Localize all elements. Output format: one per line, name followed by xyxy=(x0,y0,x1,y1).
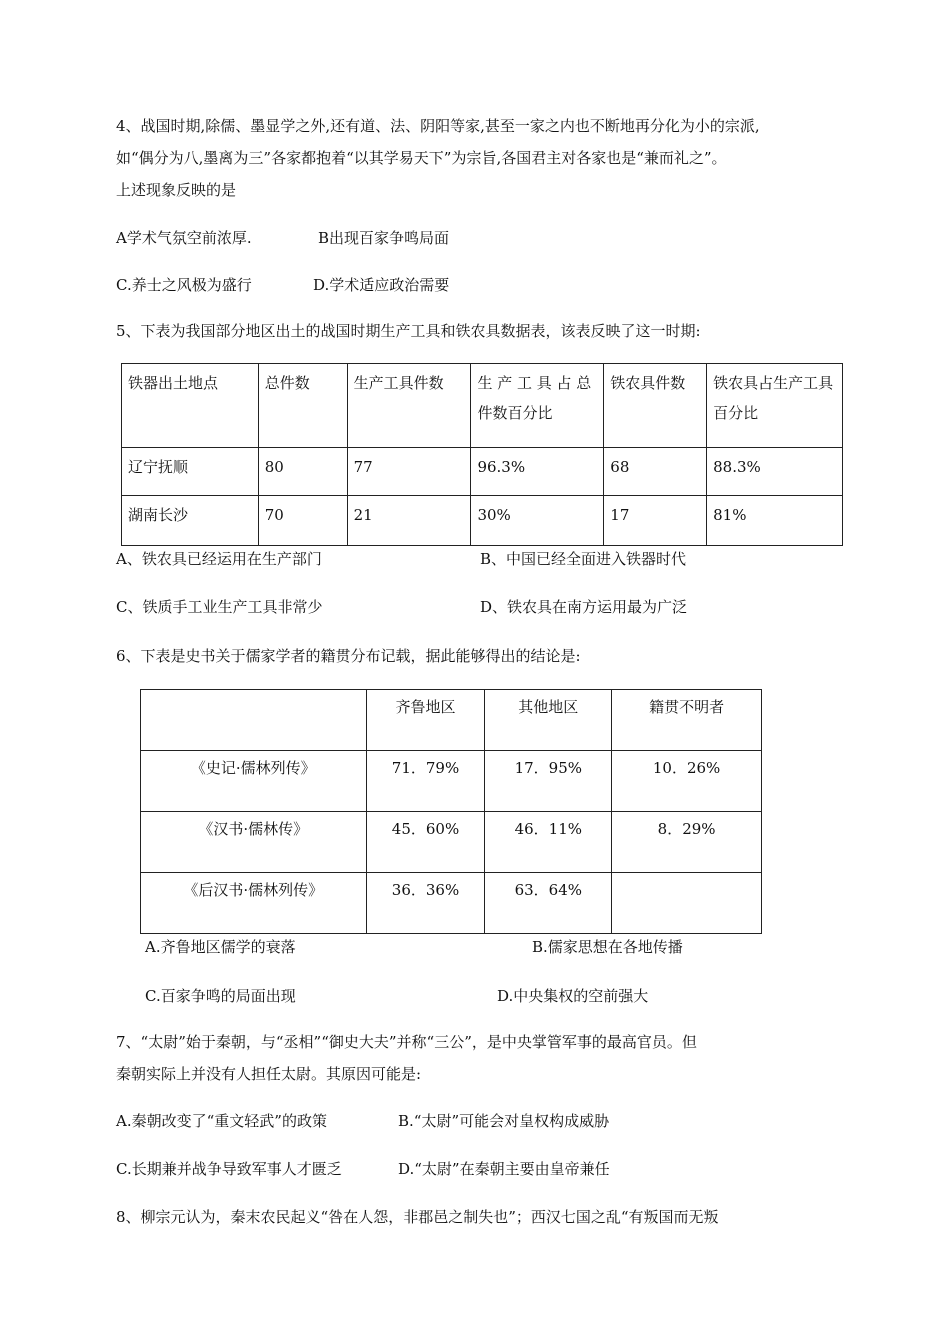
table-header-row xyxy=(141,690,762,751)
table-header-cell: 铁农具件数 xyxy=(604,364,707,448)
table-row xyxy=(141,873,762,934)
q7-option-d: D.“太尉”在秦朝主要由皇帝兼任 xyxy=(398,1160,610,1178)
q5-option-c: C、铁质手工业生产工具非常少 xyxy=(116,598,323,616)
table-cell: 17．95% xyxy=(485,751,612,812)
table-cell xyxy=(612,873,762,934)
q4-option-c: C.养士之风极为盛行 xyxy=(116,276,252,294)
q4-line3: 上述现象反映的是 xyxy=(116,181,237,199)
table-cell: 《史记·儒林列传》 xyxy=(141,751,367,812)
q5-stem: 5、下表为我国部分地区出土的战国时期生产工具和铁农具数据表，该表反映了这一时期: xyxy=(116,322,701,340)
q6-stem: 6、下表是史书关于儒家学者的籍贯分布记载，据此能够得出的结论是: xyxy=(116,647,581,665)
table-header-cell: 齐鲁地区 xyxy=(366,690,485,751)
q4-option-b: B出现百家争鸣局面 xyxy=(318,229,450,247)
table-cell: 68 xyxy=(604,448,707,496)
table-header-row xyxy=(122,364,843,448)
confucian-scholars-table xyxy=(140,689,762,934)
q4-option-a: A学术气氛空前浓厚. xyxy=(116,229,252,247)
table-cell: 辽宁抚顺 xyxy=(122,448,259,496)
table-cell: 45．60% xyxy=(366,812,485,873)
table-header-cell: 铁器出土地点 xyxy=(122,364,259,448)
table-cell: 湖南长沙 xyxy=(122,496,259,546)
q5-option-b: B、中国已经全面进入铁器时代 xyxy=(480,550,687,568)
table-cell: 《后汉书·儒林列传》 xyxy=(141,873,367,934)
table-cell: 17 xyxy=(604,496,707,546)
table-row xyxy=(141,812,762,873)
table-cell: 77 xyxy=(347,448,471,496)
iron-tools-table xyxy=(121,363,843,546)
table-row xyxy=(141,751,762,812)
table-cell: 88.3% xyxy=(707,448,843,496)
table-cell: 《汉书·儒林传》 xyxy=(141,812,367,873)
q8-line1: 8、柳宗元认为，秦末农民起义“咎在人怨，非郡邑之制失也”；西汉七国之乱“有叛国而无叛 xyxy=(116,1208,719,1226)
q5-option-a: A、铁农具已经运用在生产部门 xyxy=(116,550,322,568)
table-cell: 80 xyxy=(258,448,347,496)
table-header-cell: 生 产 工 具 占 总件数百分比 xyxy=(471,364,604,448)
q6-option-d: D.中央集权的空前强大 xyxy=(497,987,649,1005)
table-cell: 96.3% xyxy=(471,448,604,496)
table-cell: 71．79% xyxy=(366,751,485,812)
table-cell: 81% xyxy=(707,496,843,546)
q6-option-b: B.儒家思想在各地传播 xyxy=(532,938,683,956)
table-cell: 63．64% xyxy=(485,873,612,934)
q7-option-c: C.长期兼并战争导致军事人才匮乏 xyxy=(116,1160,342,1178)
table-cell: 70 xyxy=(258,496,347,546)
q6-option-a: A.齐鲁地区儒学的衰落 xyxy=(145,938,296,956)
q7-option-b: B.“太尉”可能会对皇权构成威胁 xyxy=(398,1112,610,1130)
table-cell: 46．11% xyxy=(485,812,612,873)
q5-option-d: D、铁农具在南方运用最为广泛 xyxy=(480,598,688,616)
table-row xyxy=(122,496,843,546)
table-header-cell: 籍贯不明者 xyxy=(612,690,762,751)
q4-line1: 4、战国时期,除儒、墨显学之外,还有道、法、阴阳等家,甚至一家之内也不断地再分化为小的宗派, xyxy=(116,117,760,135)
q7-line2: 秦朝实际上并没有人担任太尉。其原因可能是: xyxy=(116,1065,422,1083)
table-cell: 21 xyxy=(347,496,471,546)
table-cell: 10．26% xyxy=(612,751,762,812)
q4-option-d: D.学术适应政治需要 xyxy=(313,276,450,294)
table-header-cell: 生产工具件数 xyxy=(347,364,471,448)
table-header-cell xyxy=(141,690,367,751)
table-cell: 8．29% xyxy=(612,812,762,873)
table-header-cell: 总件数 xyxy=(258,364,347,448)
q4-line2: 如“偶分为八,墨离为三”各家都抱着“以其学易天下”为宗旨,各国君主对各家也是“兼而礼之”。 xyxy=(116,149,727,167)
table-header-cell: 其他地区 xyxy=(485,690,612,751)
q7-option-a: A.秦朝改变了“重文轻武”的政策 xyxy=(116,1112,327,1130)
table-header-cell: 铁农具占生产工具百分比 xyxy=(707,364,843,448)
table-cell: 30% xyxy=(471,496,604,546)
table-row xyxy=(122,448,843,496)
q6-option-c: C.百家争鸣的局面出现 xyxy=(145,987,296,1005)
table-cell: 36．36% xyxy=(366,873,485,934)
q7-line1: 7、“太尉”始于秦朝，与“丞相”“御史大夫”并称“三公”，是中央掌管军事的最高官员。但 xyxy=(116,1033,697,1051)
